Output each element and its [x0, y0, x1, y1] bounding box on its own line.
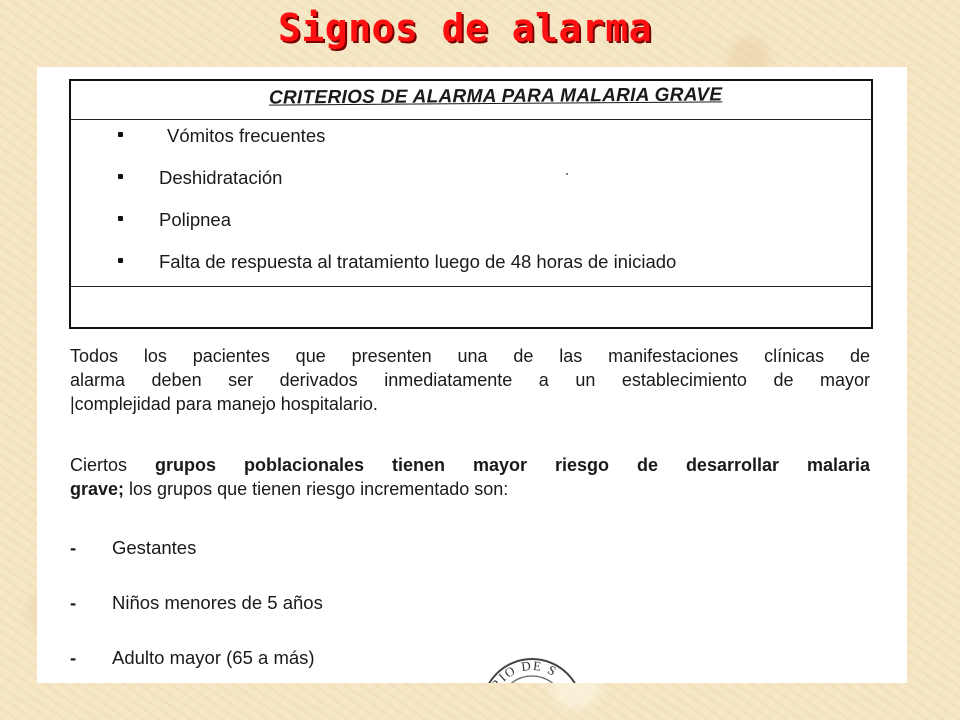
dash-bullet: -: [70, 592, 77, 613]
scanned-document: [37, 67, 907, 701]
dash-bullet: -: [70, 537, 77, 558]
criteria-title: CRITERIOS DE ALARMA PARA MALARIA GRAVE: [269, 84, 723, 109]
slide-title: Signos de alarma: [277, 6, 653, 50]
seal-text: ERIO DE S: [482, 657, 560, 701]
criteria-item-label: Deshidratación: [159, 167, 283, 188]
square-bullet-icon: [118, 174, 123, 179]
criteria-item-label: Polipnea: [159, 209, 232, 230]
square-bullet-icon: [118, 216, 123, 221]
paragraph-line: Todos los pacientes que presenten una de las manifestaciones clínicas de: [70, 346, 870, 366]
referral-paragraph: [70, 344, 870, 416]
scan-speck: [566, 173, 568, 175]
criteria-item-label: Vómitos frecuentes: [167, 125, 326, 146]
paragraph-line: |complejidad para manejo hospitalario.: [70, 394, 378, 414]
criteria-box: [69, 79, 873, 329]
paragraph-line: alarma deben ser derivados inmediatamente a un establecimiento de mayor: [70, 370, 870, 390]
paragraph-bold-text: grupos poblacionales tienen mayor riesgo de desarrollar malaria: [155, 455, 870, 475]
criteria-item-label: Falta de respuesta al tratamiento luego de 48 horas de iniciado: [159, 251, 677, 272]
paragraph-text: Ciertos: [70, 455, 155, 475]
dash-bullet: -: [70, 647, 77, 668]
square-bullet-icon: [118, 132, 123, 137]
criteria-header: [71, 81, 871, 120]
paragraph-text: los grupos que tienen riesgo incrementado son:: [124, 479, 509, 499]
paragraph-bold-text: grave;: [70, 479, 125, 499]
square-bullet-icon: [118, 258, 123, 263]
risk-groups-paragraph: [70, 453, 870, 501]
paragraph-line: [70, 453, 870, 477]
list-item-label: Adulto mayor (65 a más): [112, 647, 315, 668]
list-item-label: Niños menores de 5 años: [112, 592, 323, 613]
table-divider: [71, 286, 871, 287]
paragraph-line: [70, 477, 870, 501]
official-seal-stamp: [477, 649, 587, 701]
list-item-label: Gestantes: [112, 537, 197, 558]
